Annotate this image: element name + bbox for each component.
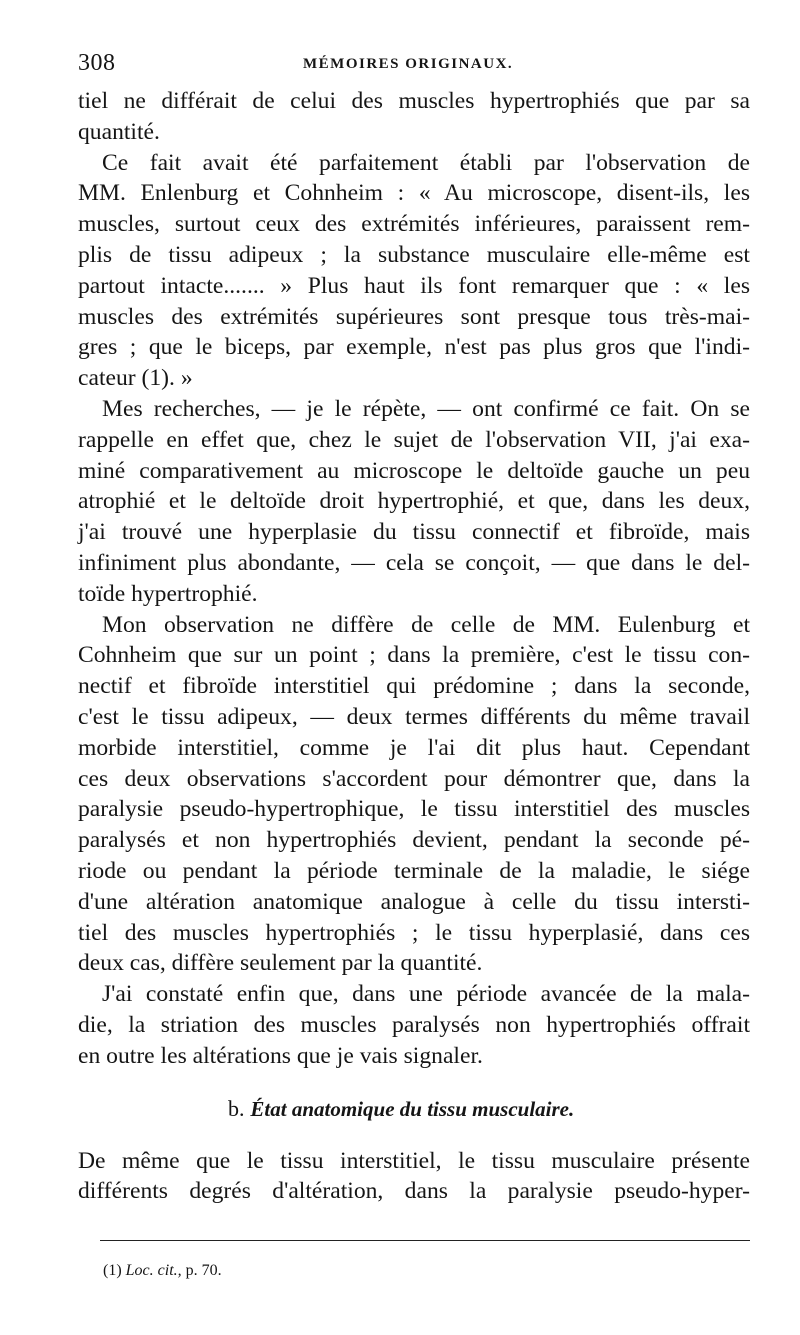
text-line: ces deux observations s'accordent pour démontrer que, dans la xyxy=(78,765,750,792)
text-line: riode ou pendant la période terminale de la maladie, le siége xyxy=(78,857,750,884)
text-line: die, la striation des muscles paralysés non hypertrophiés offrait xyxy=(78,1011,750,1038)
footnote-marker: (1) xyxy=(103,1262,122,1279)
page-number: 308 xyxy=(78,50,116,76)
text-line: Mon observation ne diffère de celle de MM. Eulenburg et xyxy=(102,611,750,638)
footnote-page: p. 70. xyxy=(185,1262,222,1279)
text-line: Cohnheim que sur un point ; dans la première, c'est le tissu con- xyxy=(78,642,750,669)
text-line: J'ai constaté enfin que, dans une période avancée de la mala- xyxy=(102,981,750,1008)
text-line: gres ; que le biceps, par exemple, n'est pas plus gros que l'indi- xyxy=(78,334,750,361)
text-line: en outre les altérations que je vais signaler. xyxy=(78,1042,483,1069)
text-line: deux cas, diffère seulement par la quantité. xyxy=(78,950,483,977)
text-line: atrophié et le deltoïde droit hypertrophié, et que, dans les deux, xyxy=(78,488,750,515)
text-line: nectif et fibroïde interstitiel qui prédomine ; dans la seconde, xyxy=(78,673,750,700)
text-line: d'une altération anatomique analogue à celle du tissu intersti- xyxy=(78,888,750,915)
section-spacer xyxy=(78,1072,750,1092)
text-line: différents degrés d'altération, dans la paralysie pseudo-hyper- xyxy=(78,1178,750,1205)
text-line: Mes recherches, — je le répète, — ont confirmé ce fait. On se xyxy=(102,395,750,422)
text-line: cateur (1). » xyxy=(78,365,193,392)
footnote-citation: Loc. cit., xyxy=(125,1262,182,1279)
text-line: De même que le tissu interstitiel, le tissu musculaire présente xyxy=(78,1147,750,1174)
text-line: Ce fait avait été parfaitement établi par l'observation de xyxy=(102,149,750,176)
text-line: tiel des muscles hypertrophiés ; le tissu hyperplasié, dans ces xyxy=(78,919,750,946)
text-line: quantité. xyxy=(78,118,160,145)
text-line: morbide interstitiel, comme je l'ai dit plus haut. Cependant xyxy=(78,734,750,761)
text-line: plis de tissu adipeux ; la substance musculaire elle-même est xyxy=(78,241,750,268)
text-line: infiniment plus abondante, — cela se conçoit, — que dans le del- xyxy=(78,549,750,576)
section-title: État anatomique du tissu musculaire. xyxy=(250,1096,575,1121)
text-line: c'est le tissu adipeux, — deux termes différents du même travail xyxy=(78,703,750,730)
text-line: partout intacte....... » Plus haut ils font remarquer que : « les xyxy=(78,272,750,299)
body-text xyxy=(78,86,750,1207)
section-heading xyxy=(78,1092,750,1126)
text-line: MM. Enlenburg et Cohnheim : « Au microscope, disent-ils, les xyxy=(78,180,750,207)
text-line: toïde hypertrophié. xyxy=(78,580,258,607)
text-line: paralysie pseudo-hypertrophique, le tissu interstitiel des muscles xyxy=(78,796,750,823)
section-spacer xyxy=(78,1126,750,1146)
text-line: muscles des extrémités supérieures sont presque tous très-mai- xyxy=(78,303,750,330)
section-letter: b. xyxy=(228,1095,245,1121)
footnote xyxy=(103,1262,222,1280)
text-line: tiel ne différait de celui des muscles hypertrophiés que par sa xyxy=(78,88,750,114)
text-line: muscles, surtout ceux des extrémités inférieures, paraissent rem- xyxy=(78,211,750,238)
running-head: MÉMOIRES ORIGINAUX. xyxy=(303,56,514,72)
text-line: paralysés et non hypertrophiés devient, pendant la seconde pé- xyxy=(78,827,750,854)
text-line: rappelle en effet que, chez le sujet de l'observation VII, j'ai exa- xyxy=(78,426,750,453)
footnote-rule xyxy=(100,1240,750,1241)
text-line: miné comparativement au microscope le deltoïde gauche un peu xyxy=(78,457,750,484)
page-header xyxy=(78,50,750,80)
text-line: j'ai trouvé une hyperplasie du tissu connectif et fibroïde, mais xyxy=(78,519,750,546)
